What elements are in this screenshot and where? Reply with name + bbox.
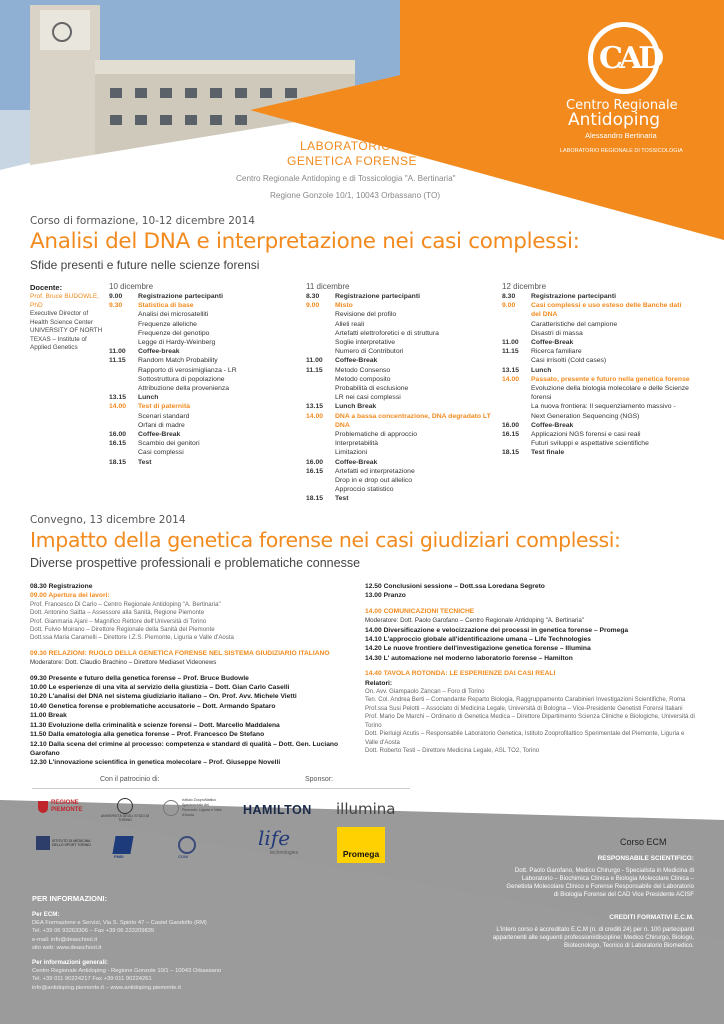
program-title: Random Match Probability [138, 357, 218, 365]
info-line: Centro Regionale Antidoping - Regione Gonzole 10/1 – 10043 Orbassano [32, 968, 222, 974]
program-row [109, 402, 279, 411]
logo-izs [163, 798, 222, 818]
program-subitem: Evoluzione della biologia molecolare e delle Scienze forensi [531, 385, 689, 402]
docente-info: Executive Director of Health Science Center UNIVERSITY OF NORTH TEXAS – Institute of Applied Genetics [30, 310, 103, 352]
program-time: 9.00 [306, 302, 320, 310]
ecm-resp-head: RESPONSABILE SCIENTIFICO: [597, 855, 694, 862]
program-title: Ricerca familiare [531, 348, 582, 356]
life-sub-text: technologies [270, 850, 299, 856]
info-line: Tel. +39 06 93263306 – Fax +39 06 233209835 [32, 928, 155, 935]
program-subitem: Rapporto di verosimiglianza - LR [138, 366, 237, 374]
program-subitem: Disastri di massa [531, 329, 583, 337]
program-title: Lunch [138, 394, 159, 402]
info-line: info@antidoping.piemonte.it – www.antidoping.piemonte.it [32, 984, 181, 991]
program-time: 9.30 [109, 302, 123, 310]
program-row [502, 430, 690, 439]
day-date: 11 dicembre [306, 282, 350, 291]
brand-sub: Alessandro Bertinaria [585, 131, 657, 140]
day-date: 12 dicembre [502, 282, 547, 291]
program-row [109, 292, 279, 301]
info-line: DEA Formazione e Servizi, Via S. Spirito 47 – Castel Gandolfo (RM) [32, 920, 207, 926]
program-title: Misto [335, 302, 353, 310]
program-title: Passato, presente e futuro nella genetica forense [531, 375, 690, 383]
program-title: Scambio dei genitori [138, 440, 200, 448]
info-ecm-label: Per ECM: [32, 911, 60, 918]
program-time: 13.15 [502, 366, 520, 374]
ims-icon [36, 836, 50, 850]
conf-line: 14.40 TAVOLA ROTONDA: LE ESPERIENZE DAI CASI REALI [365, 670, 556, 678]
cad-logo [588, 22, 660, 94]
program-row [109, 393, 279, 402]
program-row [306, 494, 496, 503]
program-title: Casi complessi e uso esteso delle Banche dati del DNA [531, 302, 682, 319]
program-time: 11.15 [306, 366, 323, 374]
ecm-cred-text: L'intero corso è accreditato E.C.M (n. di crediti 24) per n. 100 partecipanti appartenenti alle seguenti professioni/discipline: Medico Chirurgo, Biologo, Biotecnologo, Tecnico di Laboratorio Biomedico. [492, 926, 694, 950]
conf-line: 09.30 Presente e futuro della genetica forense – Prof. Bruce Budowle [30, 674, 249, 682]
program-subitem: Scenari standard [138, 412, 190, 420]
day-program [109, 292, 279, 467]
program-subitem: La nuova frontiera: Il sequenziamento massivo - Next Generation Sequencing (NGS) [531, 403, 676, 420]
logo-regione-text: REGIONE PIEMONTE [51, 800, 83, 813]
program-subitem: Frequenze alleliche [138, 320, 197, 328]
conf-line: Dott. Roberto Testi – Direttore Medicina Legale, ASL TO2, Torino [365, 746, 540, 754]
program-row [109, 301, 279, 310]
day-date: 10 dicembre [109, 282, 154, 291]
program-row [306, 366, 496, 375]
program-title: Coffee-Break [531, 339, 574, 347]
docente-name: Prof. Bruce BUDOWLE, PhD [30, 293, 99, 309]
program-row [109, 439, 279, 448]
program-subitem: Limitazioni [335, 449, 368, 457]
program-row [109, 458, 279, 467]
logo-coni [178, 836, 196, 859]
program-time: 13.15 [306, 403, 324, 411]
day-program [306, 292, 496, 504]
conf-subtitle: Diverse prospettive professionali e problematiche connesse [30, 556, 361, 570]
program-title: Artefatti ed interpretazione [335, 467, 415, 475]
program-time: 16.15 [502, 431, 520, 439]
program-row [306, 402, 496, 411]
lab-line2: GENETICA FORENSE [287, 154, 418, 168]
program-subitem: Frequenze del genotipo [138, 329, 210, 337]
lab-line1: LABORATORIO [300, 139, 392, 153]
info-line: sito web: www.deaschool.it [32, 944, 102, 951]
conf-line: Dott. Antonino Saitta – Assessore alla Sanità, Regione Piemonte [30, 609, 205, 617]
conf-line: 12.30 L'innovazione scientifica in genetica molecolare – Prof. Giuseppe Novelli [30, 759, 281, 767]
program-title: Test [335, 495, 349, 503]
info-ecm-lines [32, 919, 207, 952]
program-time: 18.15 [109, 458, 127, 466]
program-time: 18.15 [502, 449, 520, 457]
program-subitem: Revisione del profilo [335, 311, 397, 319]
conf-line: 13.00 Pranzo [365, 592, 406, 600]
regione-shield-icon [38, 801, 48, 813]
ecm-cred-head: CREDITI FORMATIVI E.C.M. [609, 914, 694, 921]
conf-line: 11.00 Break [30, 712, 67, 720]
conf-line: 11.50 Dalla ematologia alla genetica forense – Prof. Francesco De Stefano [30, 731, 265, 739]
program-row [502, 375, 690, 384]
program-time: 9.00 [502, 302, 516, 310]
program-time: 11.00 [109, 348, 126, 356]
program-subitem: Sottostruttura di popolazione [138, 375, 225, 383]
program-title: Test finale [531, 449, 565, 457]
program-row [306, 467, 496, 476]
coni-seal-icon [178, 836, 196, 854]
conf-left-list [30, 582, 360, 768]
program-time: 16.00 [109, 431, 127, 439]
program-subitem: Analisi dei microsatelliti [138, 311, 209, 319]
conf-line: 09.00 Apertura dei lavori: [30, 592, 110, 600]
program-title: Registrazione partecipanti [138, 293, 223, 300]
brand-line1: Centro Regionale [566, 98, 678, 113]
conf-line: Dott. Pierluigi Acutis – Responsabile Laboratorio Genetica, Istituto Zooprofilattico Sperimentale del Piemonte, Liguria e Valle d'Aosta [365, 730, 685, 746]
conf-line: 14.20 Le nuove frontiere dell'investigazione genetica forense – Illumina [365, 645, 591, 653]
conf-line: 11.30 Evoluzione della criminalità e scienze forensi – Dott. Marcello Maddalena [30, 721, 280, 729]
program-time: 9.00 [109, 293, 123, 300]
program-title: Coffee-Break [335, 458, 378, 466]
promega-text: Promega [342, 849, 380, 859]
program-row [306, 458, 496, 467]
logo-letters: CAD [599, 41, 661, 76]
brand-line2: Antidoping [568, 110, 661, 130]
program-row [109, 430, 279, 439]
course-title: Analisi del DNA e interpretazione nei casi complessi: [30, 229, 580, 254]
program-row [502, 366, 690, 375]
conf-line: Moderatore: Dott. Claudio Brachino – Direttore Mediaset Videonews [30, 659, 217, 667]
program-title: Test [138, 458, 152, 466]
program-title: Metodo Consenso [335, 366, 391, 374]
unito-seal-icon [117, 798, 133, 814]
program-subitem: Casi irrisolti (Cold cases) [531, 357, 607, 365]
program-time: 18.15 [306, 495, 324, 503]
fmsi-shield-icon [112, 836, 133, 854]
conf-line: 10.40 Genetica forense e problematiche accusatorie – Dott. Armando Spataro [30, 702, 276, 710]
program-title: Registrazione partecipanti [335, 293, 420, 300]
course-kicker: Corso di formazione, 10-12 dicembre 2014 [30, 215, 255, 227]
conf-line: 14.00 COMUNICAZIONI TECNICHE [365, 607, 475, 615]
program-row [306, 292, 496, 301]
program-subitem: Soglie interpretative [335, 339, 396, 347]
program-row [502, 421, 690, 430]
program-subitem: Orfani di madre [138, 421, 185, 429]
logo-fmsi [114, 836, 132, 859]
program-time: 14.00 [306, 412, 324, 420]
conf-line: Prof. Mario De Marchi – Ordinario di Genetica Medica – Direttore Dipartimento Scienza Cliniche e Biologiche, Università di Torino [365, 713, 695, 729]
conf-kicker: Convegno, 13 dicembre 2014 [30, 514, 186, 526]
program-time: 13.15 [109, 394, 127, 402]
logo-coni-text: CONI [178, 854, 188, 859]
program-time: 11.15 [109, 357, 126, 365]
program-row [306, 412, 496, 430]
info-line: e-mail: info@deaschool.it [32, 936, 98, 943]
conf-line: 14.10 L'approccio globale all'identificazione umana – Life Technologies [365, 636, 592, 644]
program-title: Coffee-Break [138, 431, 181, 439]
program-title: Coffee-Break [335, 357, 378, 365]
program-time: 14.00 [109, 403, 127, 411]
program-row [502, 301, 690, 319]
conf-line: Relatori: [365, 679, 393, 687]
program-title: Statistica di base [138, 302, 194, 310]
program-row [306, 301, 496, 310]
logo-ims-text: ISTITUTO DI MEDICINA DELLO SPORT TORINO [52, 839, 91, 847]
conf-line: Dott.ssa Maria Caramelli – Direttore I.Z.S. Piemonte, Liguria e Valle d'Aosta [30, 634, 234, 642]
program-time: 16.15 [306, 467, 324, 475]
program-subitem: Futuri sviluppi e aspettative scientifiche [531, 440, 649, 448]
conf-line: 14.30 L' automazione nel moderno laboratorio forense – Hamilton [365, 654, 573, 662]
conf-line: 09.30 RELAZIONI: RUOLO DELLA GENETICA FORENSE NEL SISTEMA GIUDIZIARIO ITALIANO [30, 649, 330, 657]
program-subitem: Attribuzione della provenienza [138, 385, 230, 393]
sponsor-label: Sponsor: [305, 776, 334, 783]
conf-title: Impatto della genetica forense nei casi giudiziari complessi: [30, 528, 621, 552]
program-subitem: Numero di Contributori [335, 348, 404, 356]
logo-unito [96, 798, 154, 822]
program-time: 16.00 [502, 421, 520, 429]
program-subitem: LR nei casi complessi [335, 394, 401, 402]
program-subitem: Alleli reali [335, 320, 365, 328]
program-row [502, 448, 690, 457]
program-row [109, 356, 279, 365]
center-name: Centro Regionale Antidoping e di Tossicologia "A. Bertinaria" [236, 174, 456, 183]
sponsor-hamilton: HAMILTON [243, 803, 312, 817]
conf-line: Prof.ssa Susi Pelotti – Associato di Medicina Legale, Università di Bologna – Vice-Presidente Genetisti Forensi Italiani [365, 704, 683, 712]
conf-line: 14.00 Diversificazione e velocizzazione dei processi in genetica forense – Promega [365, 626, 629, 634]
program-time: 11.15 [502, 348, 519, 356]
logo-izs-text: Istituto Zooprofilattico Sperimentale del Piemonte, Liguria e Valle d'Aosta [182, 798, 222, 817]
conf-line: Dott. Fulvio Moirano – Direttore Regionale della Sanità del Piemonte [30, 626, 215, 634]
program-title: Coffee-break [138, 348, 180, 356]
program-title: Lunch [531, 366, 552, 374]
ecm-resp-text: Dott. Paolo Garofano, Medico Chirurgo - Specialista in Medicina di Laboratorio – Biochimica Clinica e Biologia Molecolare Clinica – Genetista Molecolare Clinico e Forense Responsabile del Laboratorio di Biologia Forense del CAD Vice Presidente ACISF [506, 867, 694, 899]
day-2 [306, 282, 496, 504]
program-title: Lunch Break [335, 403, 377, 411]
program-title: Test di paternità [138, 403, 190, 411]
conf-line: 10.00 Le esperienze di una vita al servizio della giustizia – Dott. Gian Carlo Caselli [30, 684, 290, 692]
info-gen-lines [32, 967, 221, 992]
docente-label: Docente: [30, 283, 63, 292]
program-row [109, 347, 279, 356]
program-subitem: Drop in e drop out allelico [335, 477, 413, 485]
ecm-title: Corso ECM [620, 837, 667, 847]
conf-line: On. Avv. Giampaolo Zancan – Foro di Torino [365, 688, 485, 696]
sponsor-divider [32, 788, 410, 789]
program-title: Applicazioni NGS forensi e casi reali [531, 431, 641, 439]
program-title: Registrazione partecipanti [531, 293, 616, 300]
program-subitem: Interpretabilità [335, 440, 379, 448]
program-subitem: Legge di Hardy-Weinberg [138, 339, 216, 347]
program-time: 16.15 [109, 440, 127, 448]
program-subitem: Metodo composito [335, 375, 391, 383]
program-row [306, 356, 496, 365]
program-time: 8.30 [502, 293, 516, 300]
program-title: DNA a bassa concentrazione, DNA degradato LT DNA [335, 412, 491, 429]
program-row [502, 347, 690, 356]
life-logo-text: life [258, 826, 291, 850]
logo-unito-text: UNIVERSITÀ DEGLI STUDI DI TORINO [100, 814, 150, 822]
info-gen-label: Per informazioni generali: [32, 959, 108, 966]
patronage-label: Con il patrocinio di: [100, 776, 160, 783]
program-subitem: Casi complessi [138, 449, 184, 457]
program-time: 8.30 [306, 293, 320, 300]
program-time: 11.00 [502, 339, 519, 347]
center-address: Regione Gonzole 10/1, 10043 Orbassano (TO) [270, 191, 441, 200]
conf-line: 12.50 Conclusioni sessione – Dott.ssa Loredana Segreto [365, 583, 545, 590]
day-1 [109, 282, 279, 467]
logo-regione-piemonte [38, 800, 91, 814]
program-subitem: Caratteristiche del campione [531, 320, 618, 328]
day-3 [502, 282, 690, 458]
izs-seal-icon [163, 800, 179, 816]
conf-right-list [365, 582, 695, 755]
sponsor-promega [337, 827, 385, 863]
conf-line: 08.30 Registrazione [30, 583, 93, 590]
program-subitem: Problematiche di approccio [335, 431, 417, 439]
logo-fmsi-text: FMSI [114, 854, 124, 859]
conf-line: 10.20 L'analisi del DNA nel sistema giudiziario italiano – On. Prof. Avv. Michele Vietti [30, 693, 297, 701]
conf-line: Moderatore: Dott. Paolo Garofano – Centro Regionale Antidoping "A. Bertinaria" [365, 617, 585, 625]
program-row [502, 338, 690, 347]
program-subitem: Probabilità di esclusione [335, 385, 409, 393]
sponsor-life [258, 826, 298, 856]
course-subtitle: Sfide presenti e future nelle scienze forensi [30, 258, 260, 272]
day-program [502, 292, 690, 458]
conf-line: Ten. Col. Andrea Berti – Comandante Reparto Biologia, Raggruppamento Carabinieri Investigazioni Scientifiche, Roma [365, 696, 686, 704]
program-time: 16.00 [306, 458, 324, 466]
program-row [502, 292, 690, 301]
program-title: Coffee-Break [531, 421, 574, 429]
conf-line: 12.10 Dalla scena del crimine al processo: competenza e standard di qualità – Dott. Gen. Luciano Garofano [30, 740, 339, 757]
conf-line: Prof. Francesco Di Carlo – Centro Regionale Antidoping "A. Bertinaria" [30, 600, 221, 608]
program-subitem: Artefatti elettroforetici e di struttura [335, 329, 439, 337]
info-head: PER INFORMAZIONI: [32, 894, 107, 903]
brand-lab: LABORATORIO REGIONALE DI TOSSICOLOGIA [560, 148, 683, 154]
conf-line: Prof. Gianmaria Ajani – Magnifico Rettore dell'Università di Torino [30, 617, 207, 625]
info-line: Tel. +39 011 90224217 Fax +39 011 90224261 [32, 976, 152, 983]
program-subitem: Approccio statistico [335, 486, 394, 494]
program-time: 14.00 [502, 375, 520, 383]
logo-ims [36, 836, 96, 850]
sponsor-illumina: illumina [336, 800, 396, 818]
program-time: 11.00 [306, 357, 323, 365]
